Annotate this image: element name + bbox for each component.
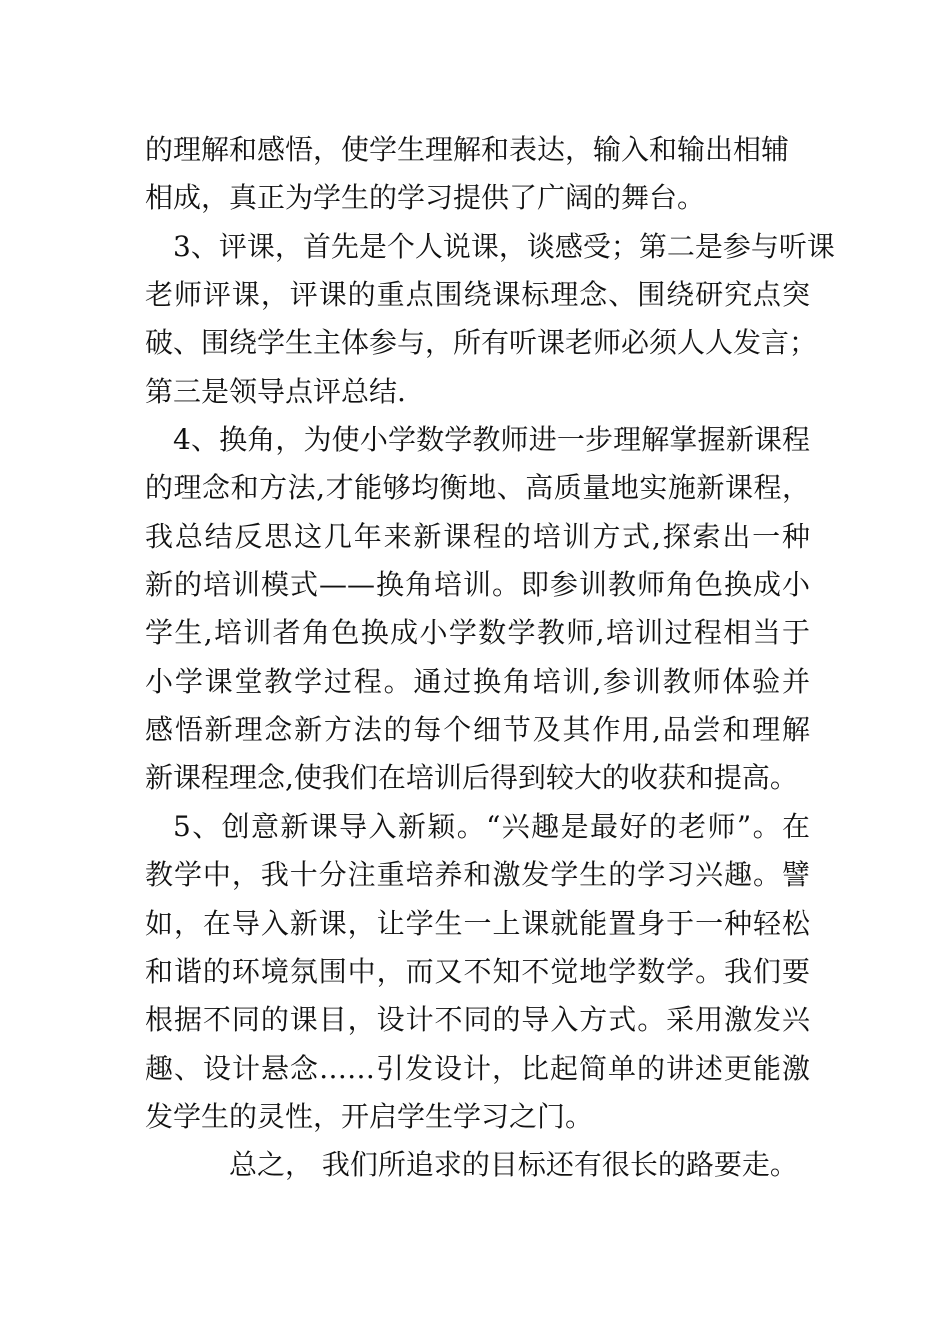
text-line: 感悟新理念新方法的每个细节及其作用,品尝和理解: [145, 713, 810, 747]
text-line: 小学课堂教学过程。通过换角培训,参训教师体验并: [145, 664, 810, 698]
text-line: 新的培训模式——换角培训。即参训教师角色换成小: [145, 568, 810, 602]
text-line: 教学中，我十分注重培养和激发学生的学习兴趣。譬: [145, 858, 810, 892]
text-line: 的理解和感悟，使学生理解和表达，输入和输出相辅: [145, 133, 790, 166]
text-line: 如，在导入新课，让学生一上课就能置身于一种轻松: [145, 906, 810, 940]
text-line: 3、评课，首先是个人说课，谈感受；第二是参与听课: [173, 229, 835, 263]
text-line: 的理念和方法,才能够均衡地、高质量地实施新课程，: [145, 471, 810, 505]
text-line: 第三是领导点评总结.: [145, 374, 406, 408]
text-line: 发学生的灵性，开启学生学习之门。: [145, 1099, 594, 1133]
text-line: 趣、设计悬念……引发设计，比起简单的讲述更能激: [145, 1051, 810, 1085]
text-line: 学生,培训者角色换成小学数学教师,培训过程相当于: [145, 616, 810, 650]
text-line: 4、换角，为使小学数学教师进一步理解掌握新课程: [173, 423, 810, 457]
text-line: 和谐的环境氛围中，而又不知不觉地学数学。我们要: [145, 954, 810, 988]
text-line: 总之， 我们所追求的目标还有很长的路要走。: [229, 1148, 798, 1182]
text-line: 老师评课，评课的重点围绕课标理念、围绕研究点突: [145, 278, 810, 312]
text-line: 破、围绕学生主体参与，所有听课老师必须人人发言；: [145, 326, 818, 360]
body-text: [145, 126, 835, 1190]
text-line: 相成，真正为学生的学习提供了广阔的舞台。: [145, 181, 706, 215]
text-line: 根据不同的课目，设计不同的导入方式。采用激发兴: [145, 1003, 810, 1037]
text-line: 新课程理念,使我们在培训后得到较大的收获和提高。: [145, 761, 798, 795]
text-line: 5、创意新课导入新颖。“兴趣是最好的老师”。在: [173, 809, 810, 843]
text-line: 我总结反思这几年来新课程的培训方式,探索出一种: [145, 519, 810, 553]
